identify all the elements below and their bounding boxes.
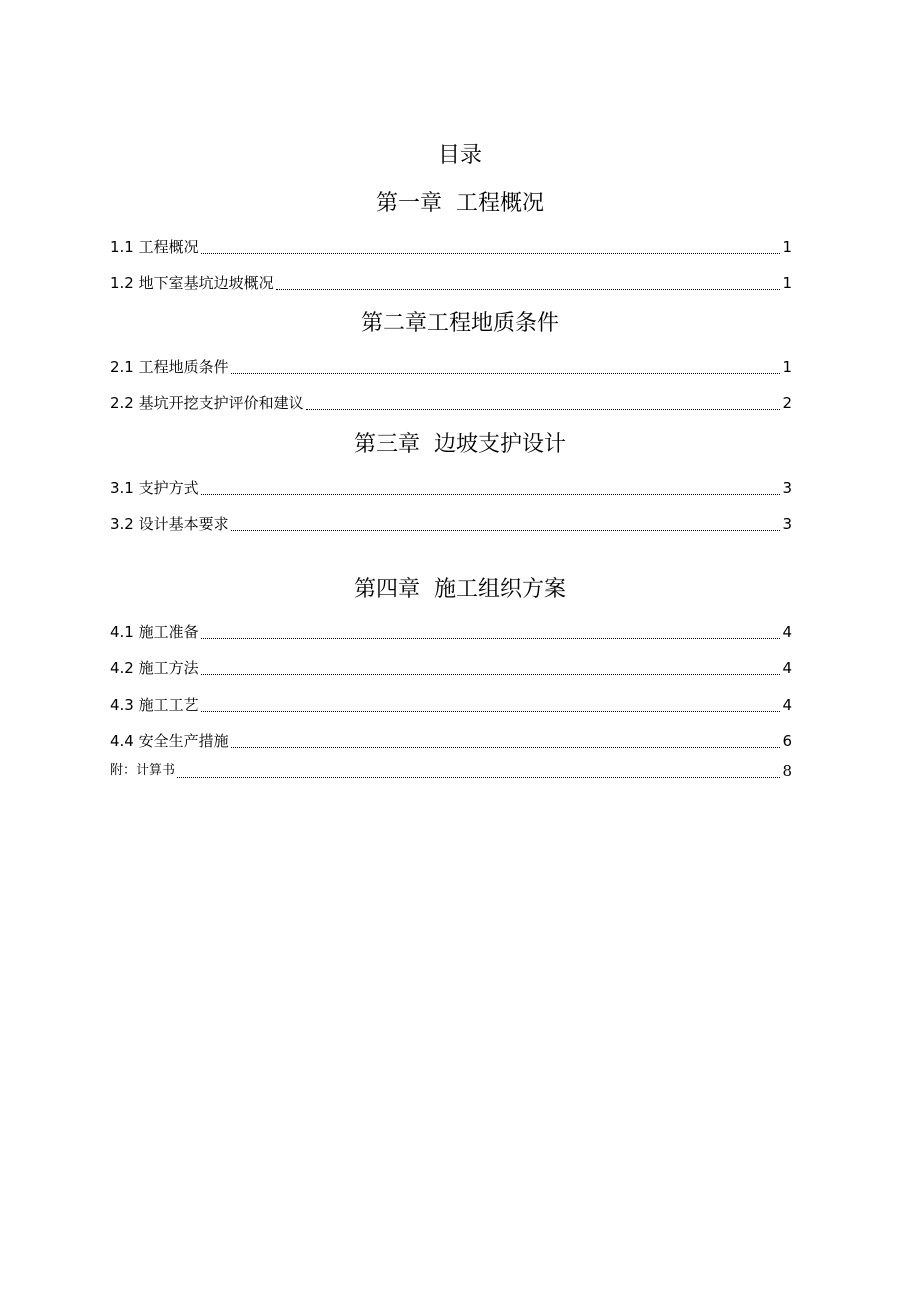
dot-leader: [201, 493, 780, 495]
toc-entry-label: 1.2 地下室基坑边坡概况: [110, 274, 274, 292]
toc-entry-appendix[interactable]: [110, 761, 792, 781]
toc-entry-page: 6: [782, 732, 792, 750]
toc-entry-label: 1.1 工程概况: [110, 238, 199, 256]
toc-entry-4-3[interactable]: [110, 693, 792, 715]
chapter-heading-1: 第一章 工程概况: [376, 191, 544, 216]
dot-leader: [201, 637, 780, 639]
chapter-heading-3: 第三章 边坡支护设计: [354, 432, 566, 457]
toc-entry-page: 1: [782, 238, 792, 256]
toc-entry-page: 8: [782, 762, 792, 780]
toc-entry-1-1[interactable]: [110, 235, 792, 257]
dot-leader: [306, 408, 780, 410]
toc-entry-label: 2.2 基坑开挖支护评价和建议: [110, 394, 304, 412]
toc-entry-page: 3: [782, 479, 792, 497]
dot-leader: [276, 288, 780, 290]
dot-leader: [231, 746, 780, 748]
toc-entry-label: 4.4 安全生产措施: [110, 732, 229, 750]
chapter-heading-2: 第二章工程地质条件: [360, 311, 559, 336]
toc-entry-page: 4: [782, 659, 792, 677]
toc-entry-label: 4.1 施工准备: [110, 623, 199, 641]
toc-entry-page: 4: [782, 623, 792, 641]
toc-entry-label: 4.3 施工工艺: [110, 696, 199, 714]
toc-entry-1-2[interactable]: [110, 271, 792, 293]
toc-entry-3-2[interactable]: [110, 512, 792, 534]
dot-leader: [201, 710, 780, 712]
toc-entry-page: 3: [782, 515, 792, 533]
toc-entry-2-2[interactable]: [110, 391, 792, 413]
toc-entry-page: 2: [782, 394, 792, 412]
toc-entry-3-1[interactable]: [110, 476, 792, 498]
toc-entry-4-2[interactable]: [110, 656, 792, 678]
dot-leader: [201, 252, 780, 254]
dot-leader: [201, 673, 780, 675]
toc-entry-label: 3.2 设计基本要求: [110, 515, 229, 533]
toc-entry-label: 3.1 支护方式: [110, 479, 199, 497]
toc-entry-page: 1: [782, 274, 792, 292]
toc-entry-label: 2.1 工程地质条件: [110, 358, 229, 376]
toc-entry-page: 1: [782, 358, 792, 376]
toc-title: 目录: [437, 143, 482, 168]
dot-leader: [231, 529, 780, 531]
dot-leader: [231, 372, 780, 374]
toc-entry-label: 4.2 施工方法: [110, 659, 199, 677]
toc-entry-label: 附：计算书: [110, 763, 176, 778]
toc-entry-2-1[interactable]: [110, 355, 792, 377]
chapter-heading-4: 第四章 施工组织方案: [354, 577, 566, 602]
dot-leader: [177, 776, 780, 778]
toc-entry-4-1[interactable]: [110, 620, 792, 642]
toc-entry-page: 4: [782, 696, 792, 714]
toc-entry-4-4[interactable]: [110, 729, 792, 751]
